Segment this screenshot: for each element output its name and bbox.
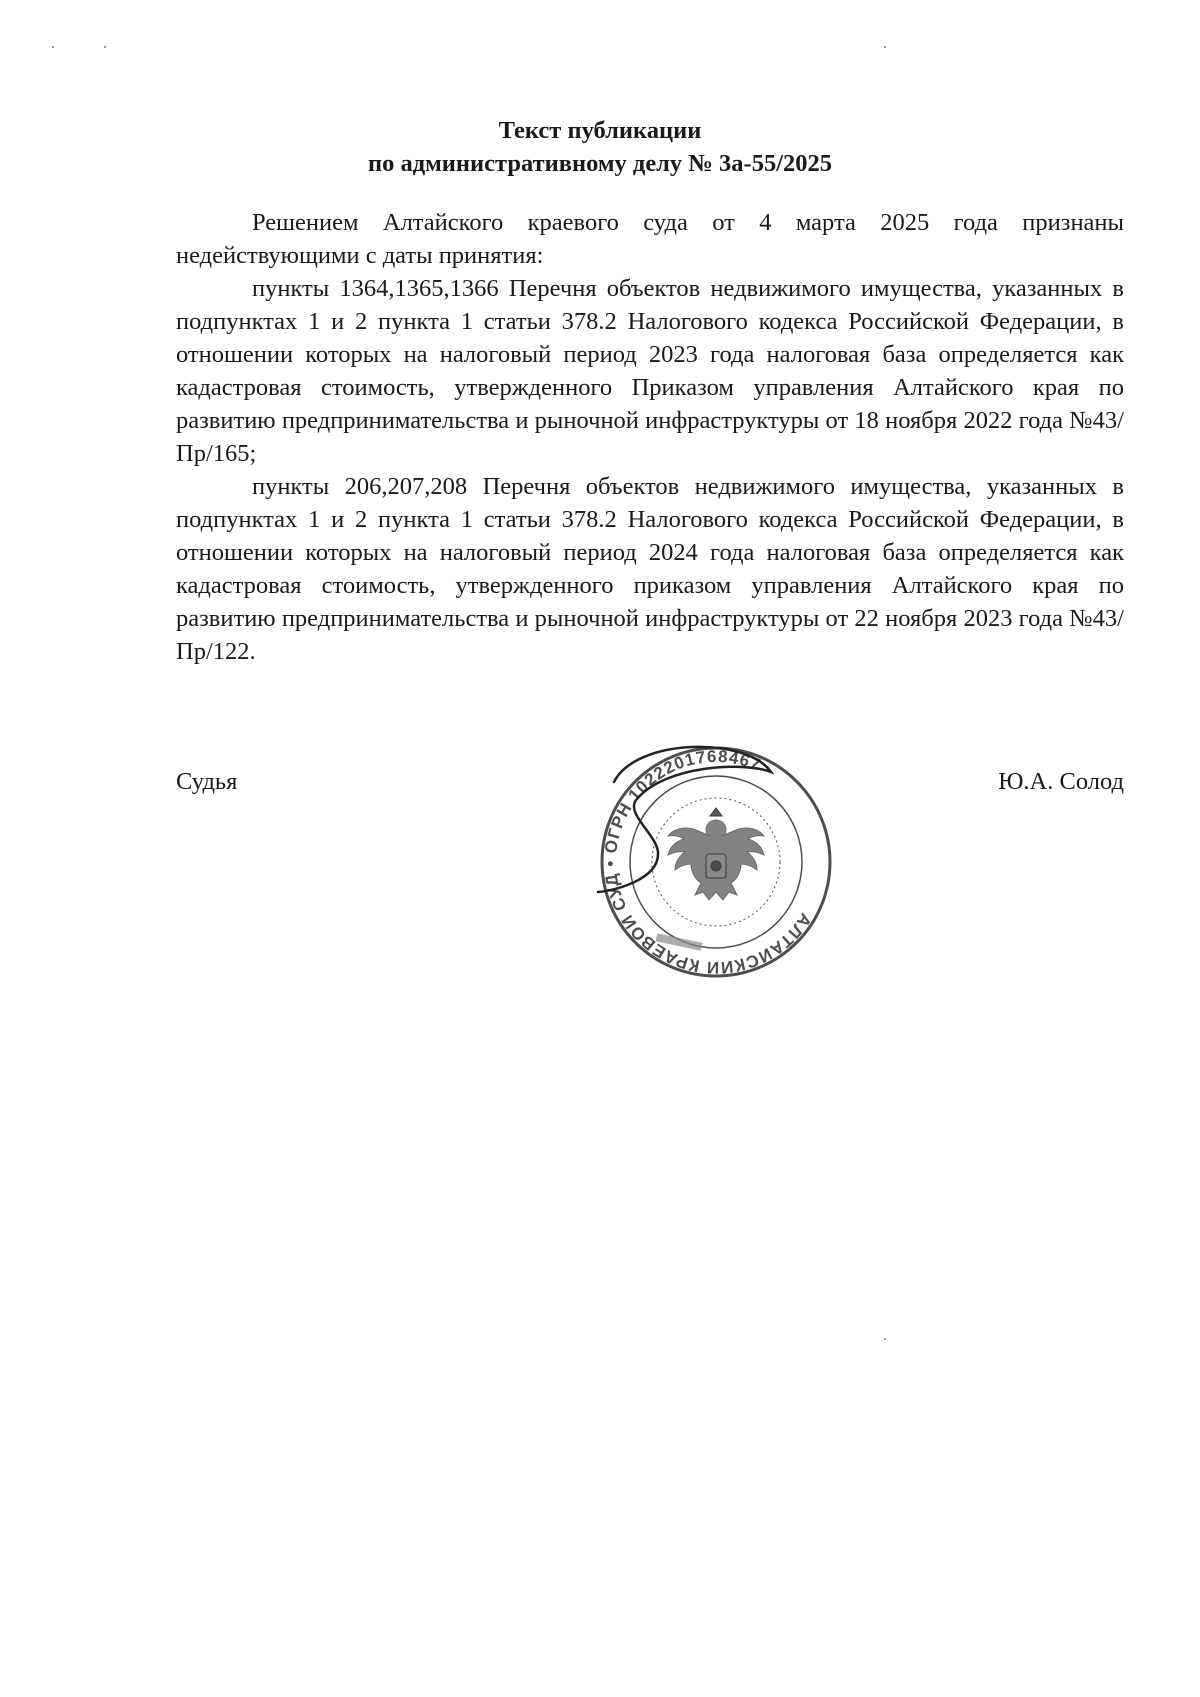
paragraph-items-2024: пункты 206,207,208 Перечня объектов недвижимого имущества, указанных в подпунктах 1 и 2 пункта 1 статьи 378.2 Налогового кодекса Российской Федерации, в отношении которых на налоговый период 2024 года налоговая база определяется как кадастровая стоимость, утвержденного приказом управления Алтайского края по развитию предпринимательства и рыночной инфраструктуры от 22 ноября 2023 года №43/Пр/122. xyxy=(176,473,1124,665)
court-seal-stamp xyxy=(596,742,836,982)
eagle-emblem-icon xyxy=(668,808,764,900)
title-line-1: Текст публикации xyxy=(498,117,702,144)
signature-name: Ю.А. Солод xyxy=(998,768,1124,795)
scan-speck xyxy=(884,1338,886,1340)
scan-speck xyxy=(52,46,54,48)
document-title xyxy=(0,114,1200,180)
seal-outer-text: АЛТАЙСКИЙ КРАЕВОЙ СУД • ОГРН 1022201768467 xyxy=(600,746,816,978)
paragraph-decision: Решением Алтайского краевого суда от 4 марта 2025 года признаны недействующими с даты принятия: xyxy=(176,209,1124,269)
scan-speck xyxy=(884,46,886,48)
document-body xyxy=(176,206,1124,668)
paragraph-items-2023: пункты 1364,1365,1366 Перечня объектов недвижимого имущества, указанных в подпунктах 1 и 2 пункта 1 статьи 378.2 Налогового кодекса Российской Федерации, в отношении которых на налоговый период 2023 года налоговая база определяется как кадастровая стоимость, утвержденного Приказом управления Алтайского края по развитию предпринимательства и рыночной инфраструктуры от 18 ноября 2022 года №43/Пр/165; xyxy=(176,275,1124,467)
title-line-2: по административному делу № 3а-55/2025 xyxy=(367,150,833,177)
signature-label: Судья xyxy=(176,768,238,795)
scan-speck xyxy=(104,46,106,48)
